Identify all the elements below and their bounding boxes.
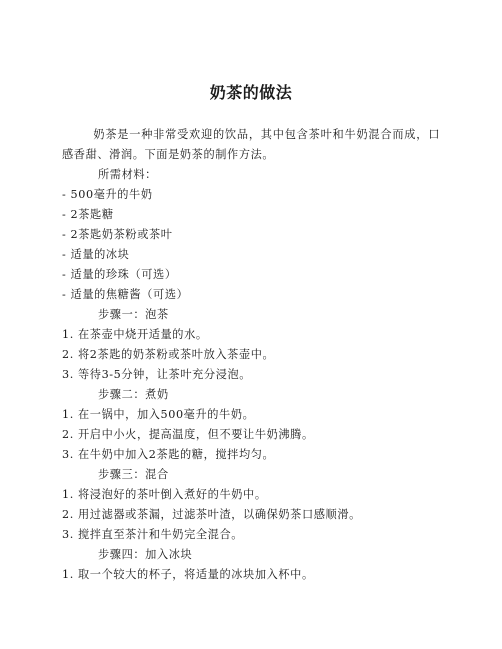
step-item	[62, 325, 440, 345]
step-number: 3.	[62, 528, 74, 541]
material-item: - 2茶匙糖	[62, 208, 114, 221]
step-heading: 步骤四：加入冰块	[98, 548, 193, 561]
step-text: 等待3-5分钟，让茶叶充分浸泡。	[78, 368, 252, 381]
step-text: 将浸泡好的茶叶倒入煮好的牛奶中。	[78, 488, 267, 501]
step-number: 3.	[62, 368, 74, 381]
step-text: 在茶壶中烧开适量的水。	[78, 328, 208, 341]
step-item	[62, 505, 440, 525]
intro-paragraph: 奶茶是一种非常受欢迎的饮品，其中包含茶叶和牛奶混合而成，口感香甜、滑润。下面是奶茶的制作方法。	[62, 128, 440, 161]
step-text: 取一个较大的杯子，将适量的冰块加入杯中。	[78, 568, 314, 581]
step-item	[62, 485, 440, 505]
step-number: 2.	[62, 428, 74, 441]
step-text: 搅拌直至茶汁和牛奶完全混合。	[78, 528, 244, 541]
material-item: - 适量的焦糖酱（可选）	[62, 288, 189, 301]
step-number: 3.	[62, 448, 74, 461]
material-item: - 500毫升的牛奶	[62, 188, 153, 201]
step-item	[62, 365, 440, 385]
step-number: 1.	[62, 408, 74, 421]
step-item	[62, 565, 440, 585]
page-title: 奶茶的做法	[209, 83, 293, 102]
step-item	[62, 405, 440, 425]
step-text: 在一锅中，加入500毫升的牛奶。	[78, 408, 255, 421]
material-item: - 适量的冰块	[62, 248, 130, 261]
document-body	[62, 125, 440, 585]
step-item	[62, 425, 440, 445]
step-heading: 步骤三：混合	[98, 468, 169, 481]
step-text: 将2茶匙的奶茶粉或茶叶放入茶壶中。	[78, 348, 275, 361]
step-item	[62, 525, 440, 545]
material-item: - 2茶匙奶茶粉或茶叶	[62, 228, 173, 241]
step-item	[62, 445, 440, 465]
step-text: 开启中小火，提高温度，但不要让牛奶沸腾。	[78, 428, 314, 441]
step-heading: 步骤一：泡茶	[98, 308, 169, 321]
step-number: 1.	[62, 488, 74, 501]
step-text: 用过滤器或茶漏，过滤茶叶渣，以确保奶茶口感顺滑。	[78, 508, 361, 521]
step-number: 2.	[62, 348, 74, 361]
step-number: 1.	[62, 328, 74, 341]
material-item: - 适量的珍珠（可选）	[62, 268, 177, 281]
materials-heading: 所需材料：	[98, 168, 157, 181]
step-number: 2.	[62, 508, 74, 521]
step-text: 在牛奶中加入2茶匙的糖，搅拌均匀。	[78, 448, 275, 461]
step-item	[62, 345, 440, 365]
step-number: 1.	[62, 568, 74, 581]
step-heading: 步骤二：煮奶	[98, 388, 169, 401]
